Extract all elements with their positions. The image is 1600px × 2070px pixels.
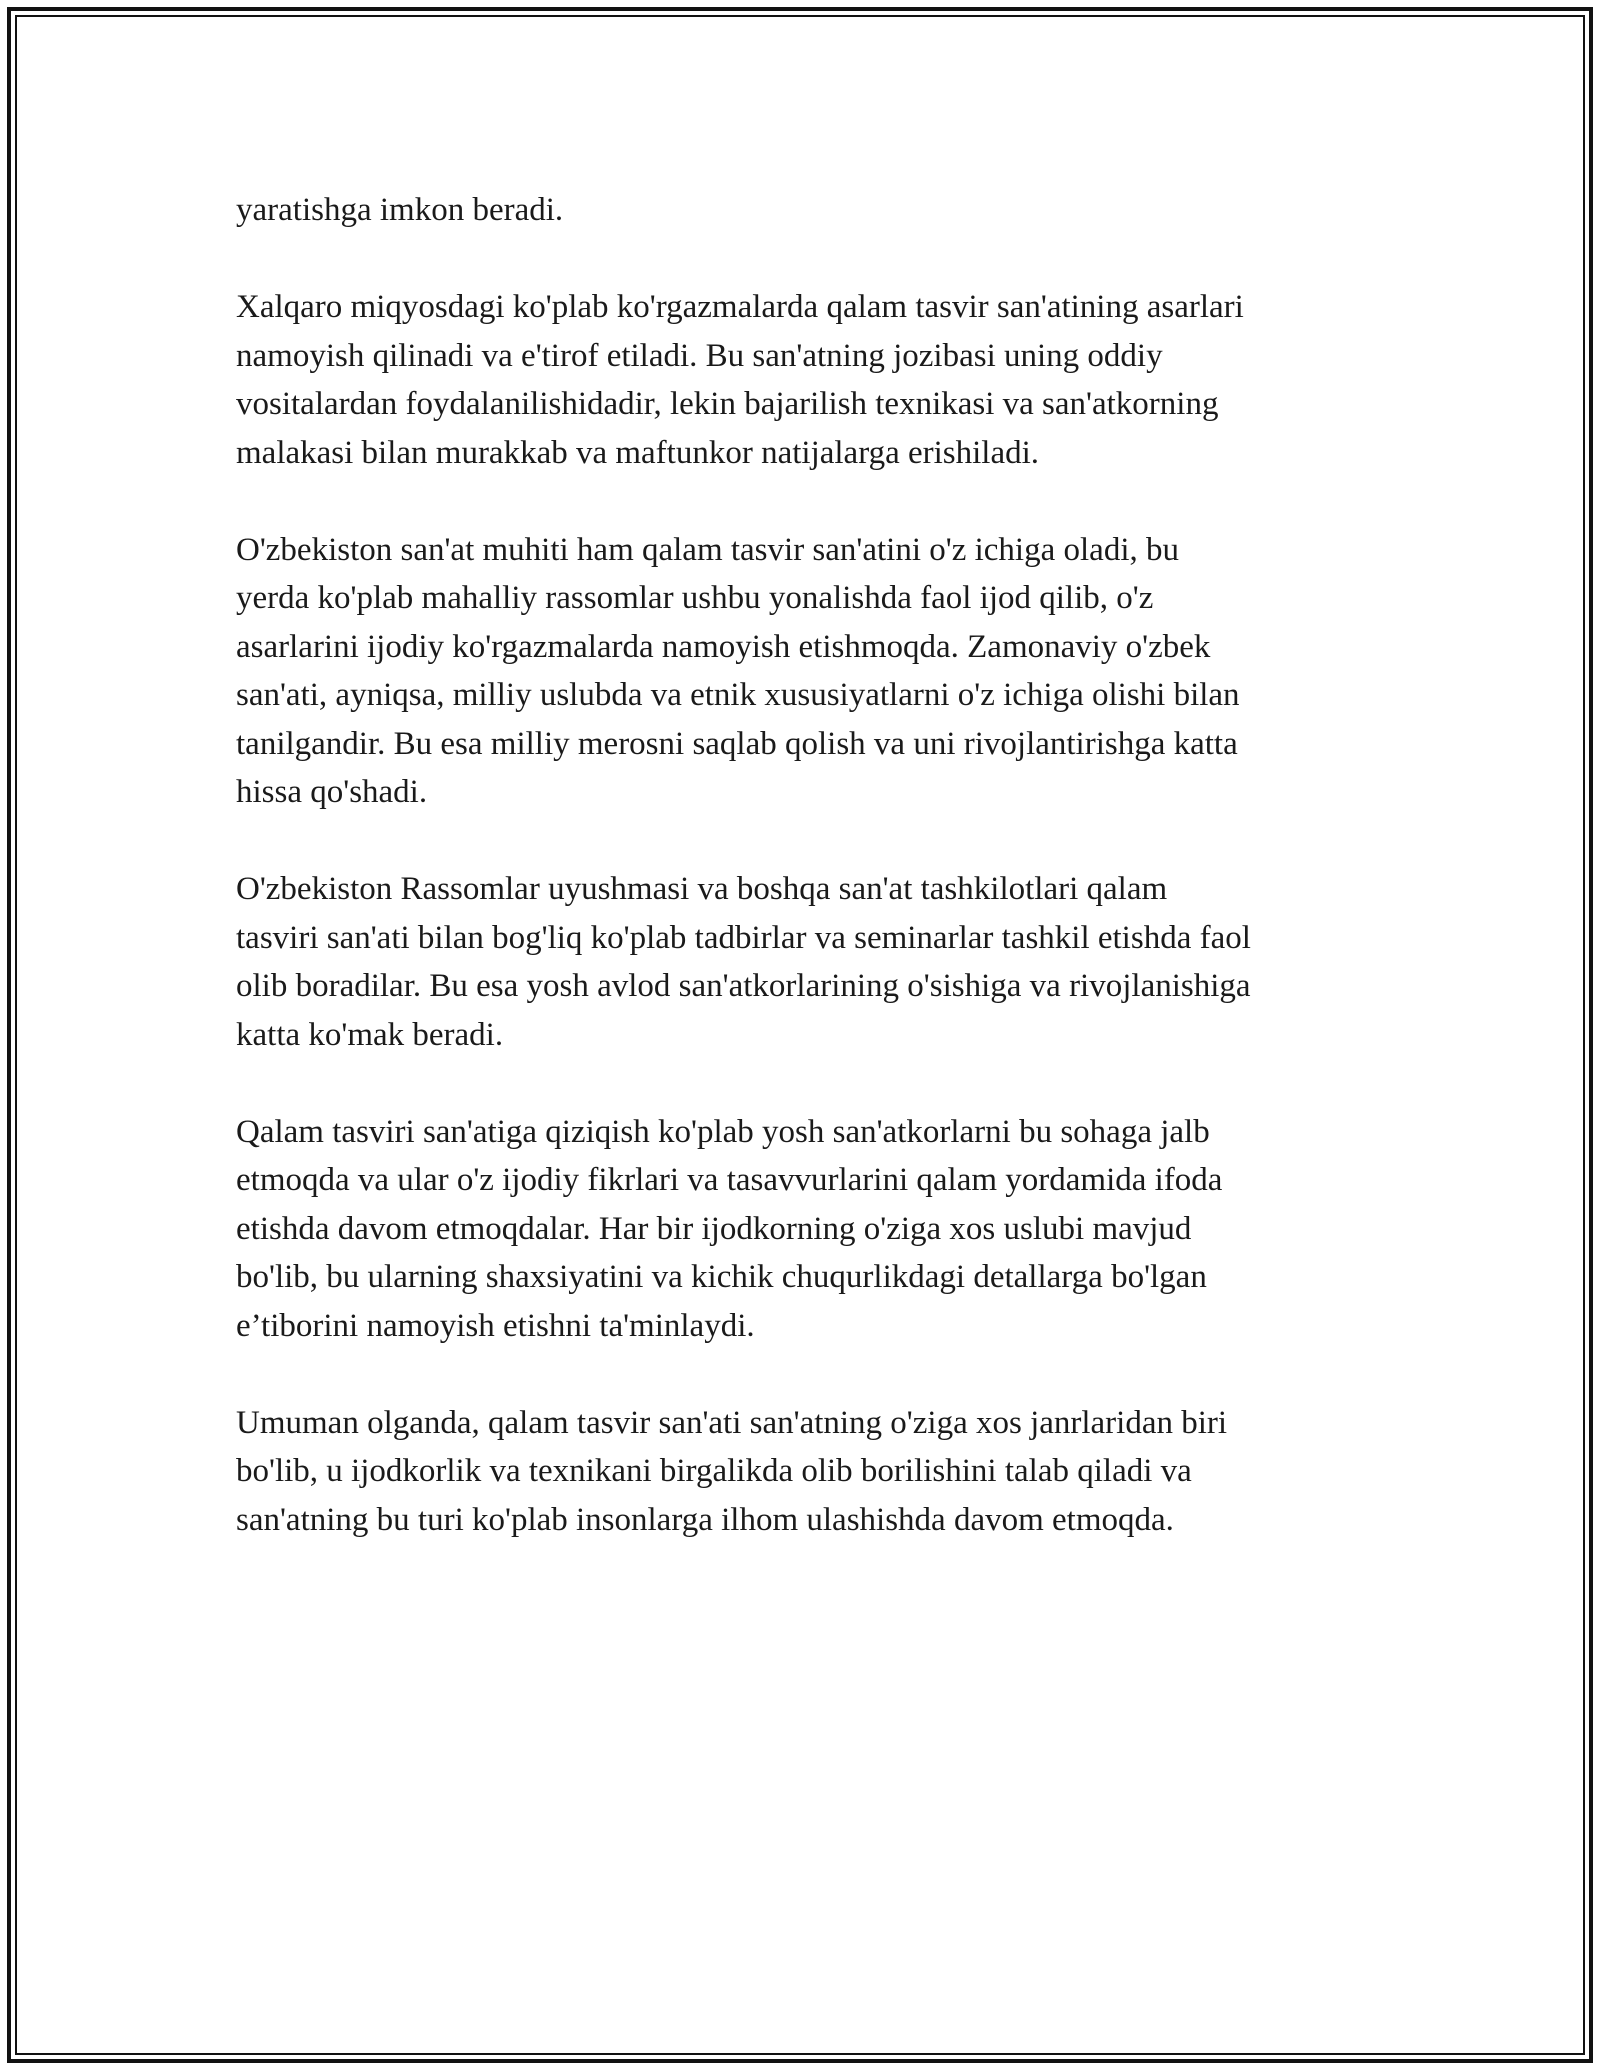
text-line: Umuman olganda, qalam tasvir san'ati san'atning o'ziga xos janrlaridan biri bbox=[236, 1404, 1228, 1441]
text-line: asarlarini ijodiy ko'rgazmalarda namoyish etishmoqda. Zamonaviy o'zbek bbox=[236, 628, 1211, 665]
text-line: yerda ko'plab mahalliy rassomlar ushbu yonalishda faol ijod qilib, o'z bbox=[236, 580, 1154, 616]
paragraph bbox=[236, 865, 1376, 1059]
document-body bbox=[236, 186, 1376, 1593]
text-line: san'atning bu turi ko'plab insonlarga ilhom ulashishda davom etmoqda. bbox=[236, 1501, 1174, 1538]
text-line: hissa qo'shadi. bbox=[236, 774, 428, 810]
text-line: malakasi bilan murakkab va maftunkor natijalarga erishiladi. bbox=[236, 434, 1040, 471]
text-line: vositalardan foydalanilishidadir, lekin bajarilish texnikasi va san'atkorning bbox=[236, 386, 1219, 422]
text-line: san'ati, ayniqsa, milliy uslubda va etnik xususiyatlarni o'z ichiga olishi bilan bbox=[236, 677, 1240, 713]
text-line: etishda davom etmoqdalar. Har bir ijodkorning o'ziga xos uslubi mavjud bbox=[236, 1210, 1192, 1247]
paragraph bbox=[236, 283, 1376, 477]
text-line: tasviri san'ati bilan bog'liq ko'plab tadbirlar va seminarlar tashkil etishda faol bbox=[236, 919, 1251, 956]
paragraph bbox=[236, 1108, 1376, 1351]
text-line: O'zbekiston san'at muhiti ham qalam tasvir san'atini o'z ichiga oladi, bu bbox=[236, 531, 1179, 568]
text-line: Xalqaro miqyosdagi ko'plab ko'rgazmalarda qalam tasvir san'atining asarlari bbox=[236, 289, 1244, 325]
paragraph bbox=[236, 526, 1376, 817]
text-line: e’tiborini namoyish etishni ta'minlaydi. bbox=[236, 1307, 755, 1344]
text-line: etmoqda va ular o'z ijodiy fikrlari va tasavvurlarini qalam yordamida ifoda bbox=[236, 1162, 1223, 1198]
text-line: Qalam tasviri san'atiga qiziqish ko'plab yosh san'atkorlarni bu sohaga jalb bbox=[236, 1113, 1210, 1150]
text-line: tanilgandir. Bu esa milliy merosni saqlab qolish va uni rivojlantirishga katta bbox=[236, 725, 1238, 762]
text-line: yaratishga imkon beradi. bbox=[236, 192, 564, 228]
text-line: namoyish qilinadi va e'tirof etiladi. Bu san'atning jozibasi uning oddiy bbox=[236, 337, 1163, 374]
paragraph bbox=[236, 1399, 1376, 1545]
text-line: bo'lib, u ijodkorlik va texnikani birgalikda olib borilishini talab qiladi va bbox=[236, 1453, 1192, 1489]
text-line: olib boradilar. Bu esa yosh avlod san'atkorlarining o'sishiga va rivojlanishiga bbox=[236, 968, 1251, 1004]
paragraph bbox=[236, 186, 1376, 235]
text-line: O'zbekiston Rassomlar uyushmasi va boshqa san'at tashkilotlari qalam bbox=[236, 871, 1168, 907]
text-line: bo'lib, bu ularning shaxsiyatini va kichik chuqurlikdagi detallarga bo'lgan bbox=[236, 1259, 1207, 1295]
text-line: katta ko'mak beradi. bbox=[236, 1016, 504, 1053]
